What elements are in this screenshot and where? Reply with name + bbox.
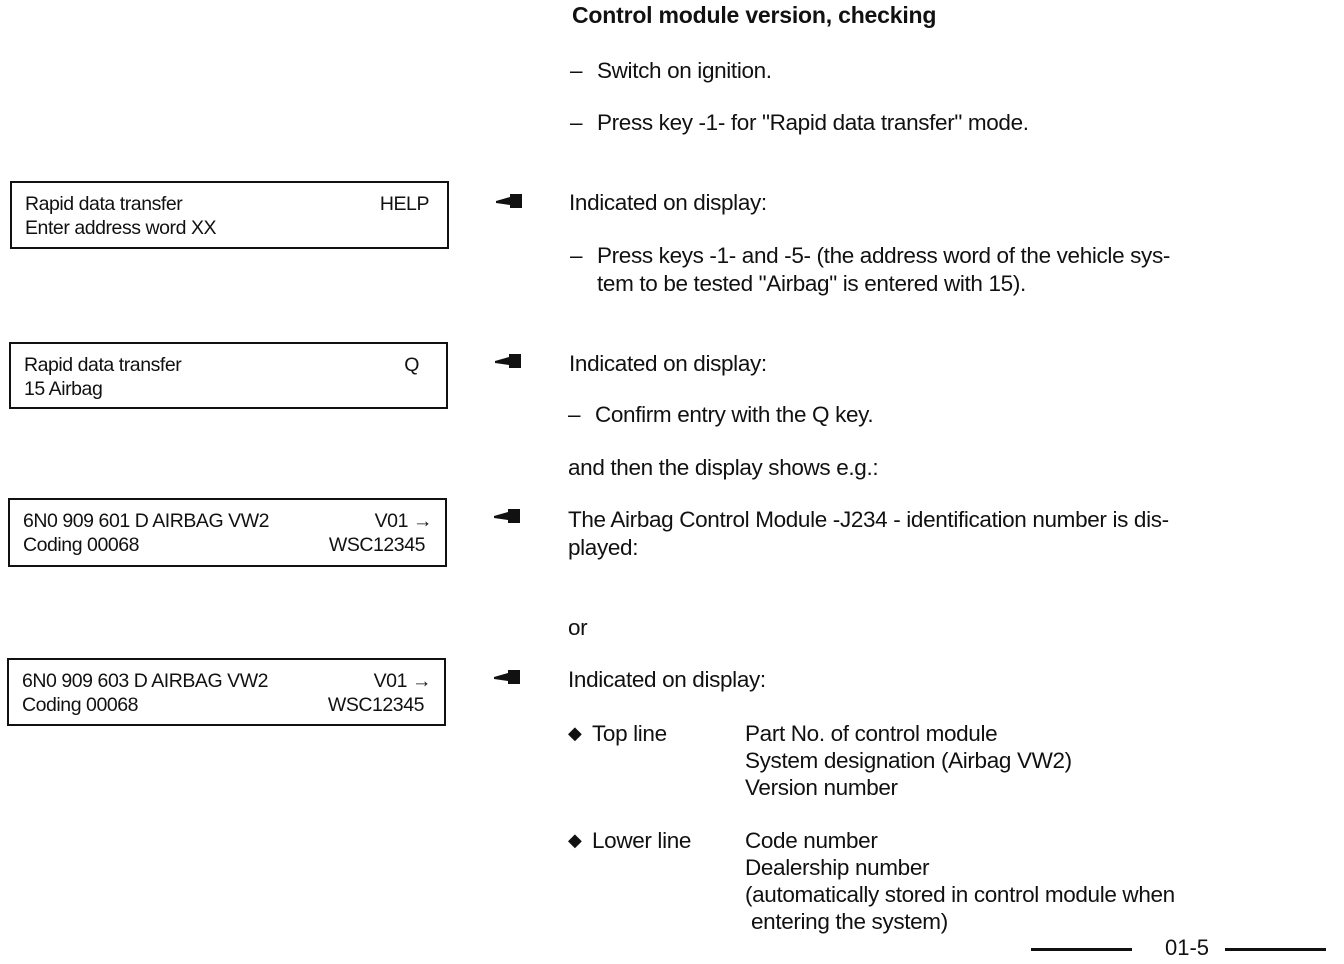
display-line-2: Coding 00068 (22, 694, 139, 716)
display-line-2: 15 Airbag (24, 378, 103, 400)
hand-pointer-icon (494, 669, 524, 687)
display-shows-text: and then the display shows e.g.: (568, 455, 879, 480)
display-help-label: HELP (379, 193, 429, 215)
display-line-1: Rapid data transfer (25, 193, 183, 215)
dash-icon: – (570, 58, 583, 83)
display-dealership-code: WSC12345 (327, 694, 424, 716)
footer-rule-right (1225, 948, 1326, 951)
footer-rule-left (1031, 948, 1132, 951)
dash-icon: – (570, 243, 583, 268)
display-q-label: Q (404, 354, 419, 376)
description-line: Code number (745, 828, 878, 853)
instruction-switch-ignition (570, 57, 772, 85)
dash-icon: – (568, 402, 581, 427)
top-line-definition (568, 720, 1258, 804)
bullet-description (745, 827, 1175, 935)
page-number: 01-5 (1165, 935, 1210, 960)
hand-pointer-icon (496, 193, 526, 211)
description-line: entering the system) (751, 909, 948, 934)
display-rapid-data-help (10, 181, 449, 249)
description-line: Dealership number (745, 855, 930, 880)
display-line-1: 6N0 909 603 D AIRBAG VW2 (22, 670, 269, 692)
or-text: or (568, 615, 588, 640)
lower-line-definition (568, 827, 1258, 937)
display-airbag-601 (8, 498, 447, 567)
description-line: Part No. of control module (745, 721, 998, 746)
display-airbag-603 (7, 658, 446, 726)
description-line: Version number (745, 775, 898, 800)
instruction-press-keys (570, 242, 1170, 298)
description-line: System designation (Airbag VW2) (745, 748, 1072, 773)
display-dealership-code: WSC12345 (328, 534, 425, 556)
display-version-label: V01 → (373, 670, 431, 692)
section-title: Control module version, checking (572, 2, 937, 28)
instruction-text-line-1: Press keys -1- and -5- (the address word of the vehicle sys- (597, 243, 1170, 268)
hand-pointer-icon (495, 353, 525, 371)
bullet-label: Lower line (592, 828, 692, 853)
bullet-label: Top line (592, 721, 667, 746)
display-rapid-data-airbag (9, 342, 448, 409)
display-line-1: Rapid data transfer (24, 354, 182, 376)
instruction-confirm-entry (568, 401, 873, 429)
bullet-icon: ◆ (568, 723, 582, 743)
display-line-2: Enter address word XX (25, 217, 217, 239)
instruction-text-line-2: tem to be tested "Airbag" is entered with 15). (597, 271, 1026, 296)
hand-pointer-icon (494, 508, 524, 526)
bullet-icon: ◆ (568, 830, 582, 850)
display-line-1: 6N0 909 601 D AIRBAG VW2 (23, 510, 270, 532)
identification-text-line-1: The Airbag Control Module -J234 - identification number is dis- (568, 507, 1169, 532)
instruction-rapid-data-transfer (570, 109, 1029, 137)
instruction-text: Press key -1- for "Rapid data transfer" mode. (597, 110, 1029, 135)
indicated-on-display-text: Indicated on display: (568, 667, 766, 692)
display-version-label: V01 → (374, 510, 432, 532)
description-line: (automatically stored in control module when (745, 882, 1175, 907)
instruction-text: Switch on ignition. (597, 58, 772, 83)
identification-text-line-2: played: (568, 535, 639, 560)
instruction-text: Confirm entry with the Q key. (595, 402, 874, 427)
dash-icon: – (570, 110, 583, 135)
display-line-2: Coding 00068 (23, 534, 140, 556)
indicated-on-display-text: Indicated on display: (569, 351, 767, 376)
bullet-description (745, 720, 1072, 801)
indicated-on-display-text: Indicated on display: (569, 190, 767, 215)
